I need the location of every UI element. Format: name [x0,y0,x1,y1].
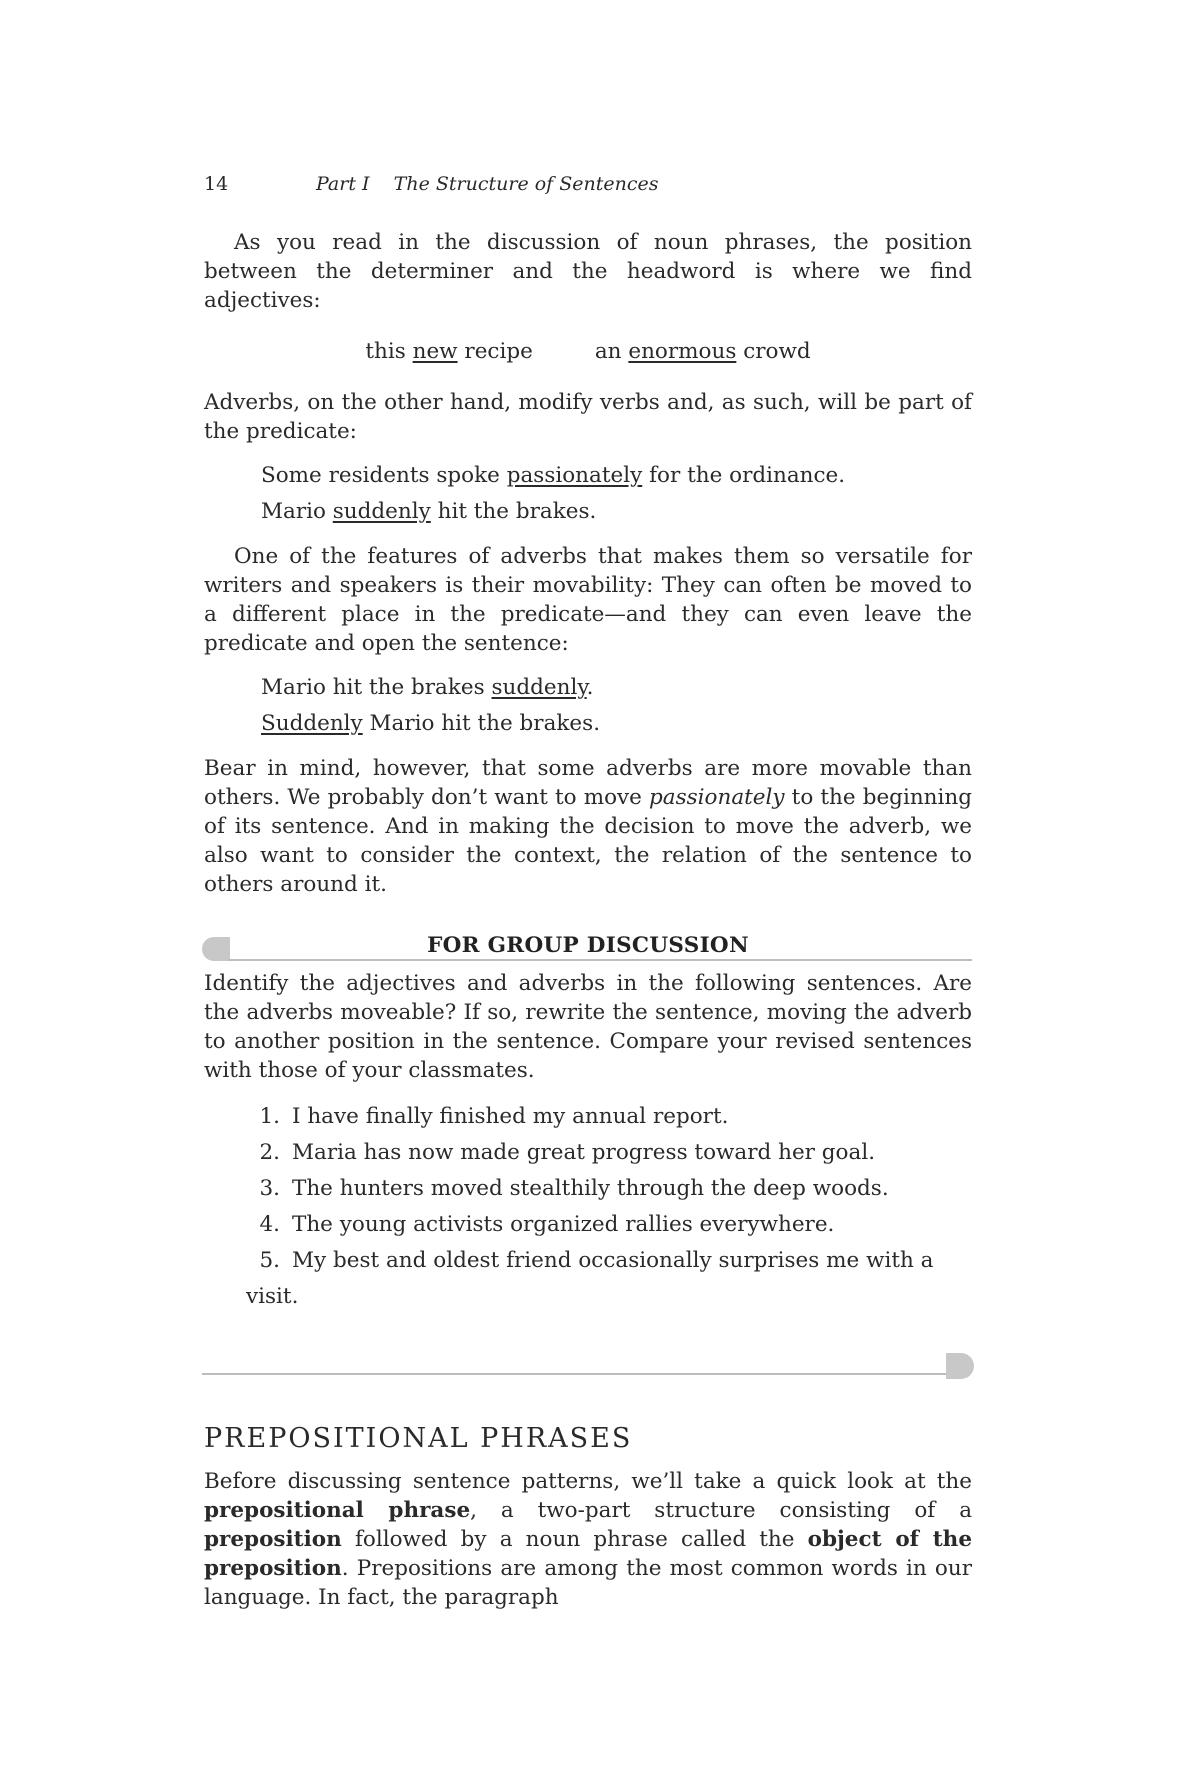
paragraph-bear-in-mind: Bear in mind, however, that some adverbs are more movable than others. We probably don’t want to move passionately to the beginning of its sentence. And in making the decision to move the adverb, we also want to consider the context, the relation of the sentence to others around it. [204,756,972,897]
page-body [204,228,972,1612]
list-item: 2. Maria has now made great progress toward her goal. [259,1140,876,1165]
section-title: PREPOSITIONAL PHRASES [204,1423,633,1454]
exercise-list [246,1099,972,1315]
example-sentence: Mario hit the brakes suddenly. [261,675,594,700]
paragraph-noun-phrases: As you read in the discussion of noun phrases, the position between the determiner and the headword is where we find adjectives: [204,230,972,313]
underlined-adjective: enormous [628,339,737,364]
group-discussion-heading: FOR GROUP DISCUSSION [427,933,749,958]
list-item: 4. The young activists organized rallies everywhere. [259,1212,835,1237]
example-sentence: Some residents spoke passionately for the ordinance. [261,463,846,488]
group-discussion-header [204,929,972,963]
box-rule-bottom [202,1373,948,1375]
list-item: 5. My best and oldest friend occasionally surprises me with a visit. [246,1248,934,1309]
page-number: 14 [204,173,229,195]
adverb-examples [261,458,972,530]
list-item: 1. I have finally finished my annual report. [259,1104,729,1129]
example-sentence: Mario suddenly hit the brakes. [261,499,597,524]
example-sentence: Suddenly Mario hit the brakes. [261,711,601,736]
box-tab-right [946,1353,974,1379]
adjective-examples: this new recipe an enormous crowd [365,339,811,364]
running-head [204,172,658,196]
paragraph-movability: One of the features of adverbs that makes them so versatile for writers and speakers is their movability: They can often be moved to a different place in the predicate—and they can even leave the predicate and open the sentence: [204,544,972,656]
paragraph-adverbs: Adverbs, on the other hand, modify verbs and, as such, will be part of the predicate: [204,390,972,444]
movability-examples [261,670,972,742]
group-discussion-footer [204,1351,972,1381]
running-title: Part I The Structure of Sentences [316,173,659,195]
list-item: 3. The hunters moved stealthily through the deep woods. [259,1176,889,1201]
paragraph-prepositional: Before discussing sentence patterns, we’ll take a quick look at the prepositional phrase, a two-part structure consisting of a preposition followed by a noun phrase called the object of the preposition. Prepositions are among the most common words in our language. In fact, the paragraph [204,1469,973,1610]
underlined-adjective: new [412,339,458,364]
group-discussion-intro: Identify the adjectives and adverbs in the following sentences. Are the adverbs moveable? If so, rewrite the sentence, moving the adverb to another position in the sentence. Compare your revised sentences with those of your classmates. [204,971,972,1083]
